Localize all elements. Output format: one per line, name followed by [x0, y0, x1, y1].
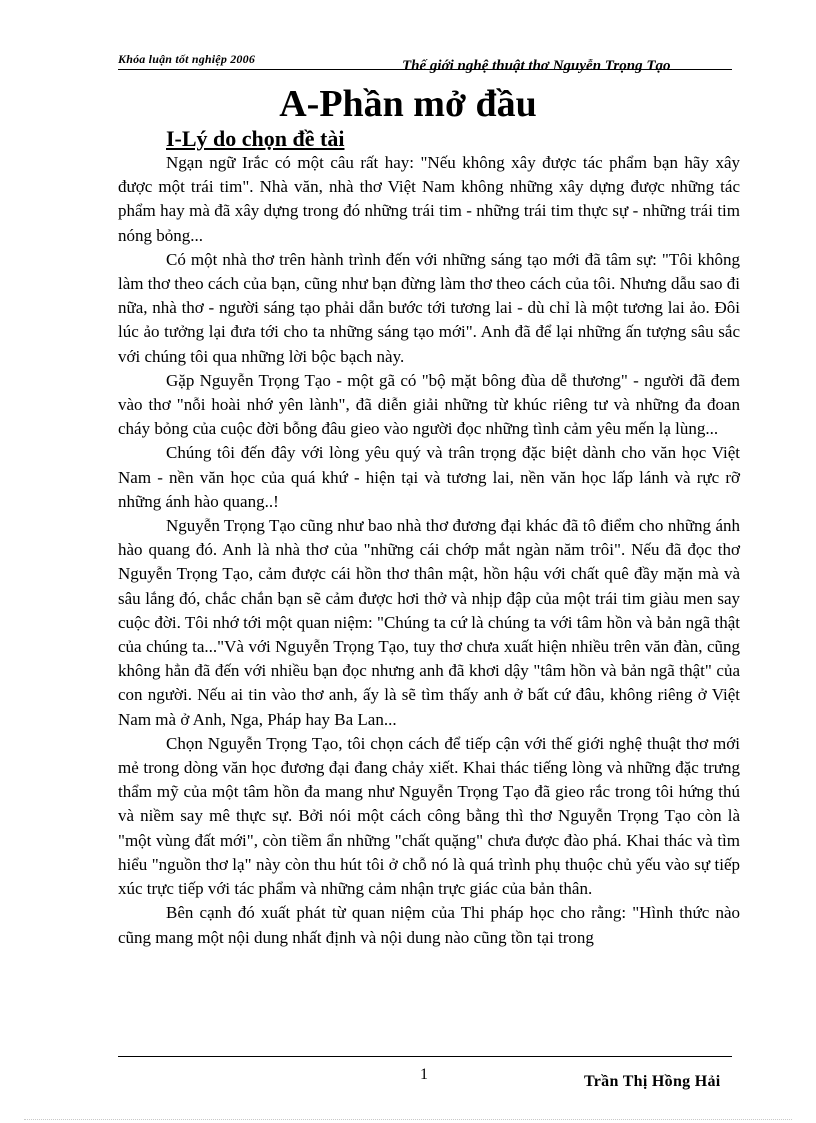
paragraph: Ngạn ngữ Irắc có một câu rất hay: "Nếu không xây được tác phẩm bạn hãy xây được một trái tim". Nhà văn, nhà thơ Việt Nam không những xây dựng được những tác phẩm hay mà đã xây dựng trong đó những trái tim - những trái tim thực sự - những trái tim nóng bỏng... [118, 153, 740, 245]
author-name: Trần Thị Hồng Hải [584, 1073, 721, 1090]
header-thesis-label: Khóa luận tốt nghiệp 2006 [118, 52, 256, 66]
paragraph: Có một nhà thơ trên hành trình đến với những sáng tạo mới đã tâm sự: "Tôi không làm thơ theo cách của bạn, cũng như bạn đừng làm thơ theo cách của tôi. Nhưng dẫu sao đi nữa, nhà thơ - người sáng tạo phải dẫn bước tới tương lai - dù chỉ là một tương lai ảo. Đôi lúc ảo tưởng lại đưa tới cho ta những sáng tạo mới". Anh đã để lại những ấn tượng sâu sắc với chúng tôi qua những lời bộc bạch này. [118, 249, 740, 366]
paragraph: Chọn Nguyễn Trọng Tạo, tôi chọn cách để tiếp cận với thế giới nghệ thuật thơ mới mẻ trong dòng văn học đương đại đang chảy xiết. Khai thác tiếng lòng và những đặc trưng thẩm mỹ của một tâm hồn đa mang như Nguyễn Trọng Tạo đã gieo rắc trong tôi hứng thú và niềm say mê thực sự. Bởi nói một cách công bằng thì thơ Nguyễn Trọng Tạo còn là "một vùng đất mới", còn tiềm ẩn những "chất quặng" chưa được đào phá. Khai thác và tìm hiểu "nguồn thơ lạ" này còn thu hút tôi ở chỗ nó là quá trình phụ thuộc chủ yếu vào sự tiếp xúc trực tiếp với tác phẩm và những cảm nhận trực giác của bản thân. [118, 733, 740, 899]
paragraph: Nguyễn Trọng Tạo cũng như bao nhà thơ đương đại khác đã tô điểm cho những ánh hào quang đó. Anh là nhà thơ của "những cái chớp mắt ngàn năm trôi". Nếu đã đọc thơ Nguyễn Trọng Tạo, cảm được cái hồn thơ thân mật, hồn hậu với chất quê đầy mặn mà và sâu lắng đó, chắc chắn bạn sẽ cảm được hơi thở và nhịp đập của một trái tim giàu men say cuộc đời. Tôi nhớ tới một quan niệm: "Chúng ta cứ là chúng ta với tâm hồn và bản ngã thật của chúng ta..."Và với Nguyễn Trọng Tạo, tuy thơ chưa xuất hiện nhiều trên văn đàn, cũng không hẳn đã đến với nhiều bạn đọc nhưng anh đã khơi dậy "tâm hồn và bản ngã thật" của con người. Nếu ai tin vào thơ anh, ấy là sẽ tìm thấy anh ở bất cứ đâu, không riêng ở Việt Nam mà ở Anh, Nga, Pháp hay Ba Lan... [118, 516, 740, 729]
footer-divider [118, 1056, 732, 1057]
paragraph: Chúng tôi đến đây với lòng yêu quý và trân trọng đặc biệt dành cho văn học Việt Nam - nền văn học của quá khứ - hiện tại và tương lai, nền văn học lấp lánh và rực rỡ những ánh hào quang..! [118, 443, 740, 511]
header-divider [118, 69, 732, 70]
paragraph: Bên cạnh đó xuất phát từ quan niệm của Thi pháp học cho rằng: "Hình thức nào cũng mang một nội dung nhất định và nội dung nào cũng tồn tại trong [118, 903, 740, 947]
header-thesis-topic: Thế giới nghệ thuật thơ Nguyễn Trọng Tạo [402, 58, 671, 74]
paragraph: Gặp Nguyễn Trọng Tạo - một gã có "bộ mặt bông đùa dễ thương" - người đã đem vào thơ "nỗi hoài nhớ yên lành", đã diễn giải những từ khúc riêng tư và những đa đoan cháy bỏng của cuộc đời bỗng đâu gieo vào người đọc những tình cảm yêu mến lạ lùng... [118, 370, 740, 439]
body-text [118, 151, 740, 950]
page-title: A-Phần mở đầu [279, 83, 537, 125]
section-heading: I-Lý do chọn đề tài [166, 126, 345, 151]
page-edge-divider [24, 1119, 792, 1120]
page-number: 1 [420, 1066, 428, 1083]
